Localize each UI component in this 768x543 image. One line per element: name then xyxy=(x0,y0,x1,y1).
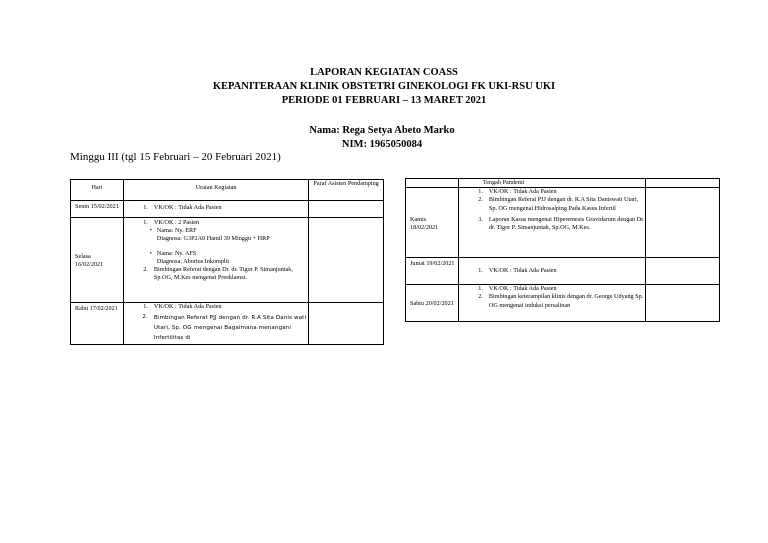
activity-cell xyxy=(458,285,645,322)
day-cell: Selasa 16/02/2021 xyxy=(71,218,124,303)
day-cell: Senin 15/02/2021 xyxy=(71,201,124,218)
activity-cell xyxy=(123,303,308,345)
item-number: 1. xyxy=(143,204,148,211)
sign-cell xyxy=(309,218,384,303)
sign-cell xyxy=(646,285,720,322)
report-period: PERIODE 01 FEBRUARI – 13 MARET 2021 xyxy=(281,95,487,106)
day-cell xyxy=(406,179,459,188)
activity-text: VK/OK : Tidak Ada Pasien xyxy=(488,267,557,275)
activity-text: Bimbingan Referat dengan Dr. dr. Tigor P. Simanjuntak, Sp.OG, M.Kes mengenai Preeklamsi. xyxy=(153,266,293,282)
activity-cell xyxy=(458,179,645,188)
activity-text: VK/OK : Tidak Ada Pasien xyxy=(153,204,222,211)
item-number: 3. xyxy=(478,215,483,223)
day-cell: Kamis 18/02/2021 xyxy=(406,188,459,258)
activity-cell xyxy=(458,188,645,258)
item-number: 2. xyxy=(478,196,483,204)
activity-text: Bimbingan Referat PJJ dengan dr. R.A Sita Daniswati Utari, Sp. OG mengenai Hidrosalping Pada Kasus Infertil xyxy=(488,196,639,212)
activity-cell xyxy=(458,258,645,285)
item-number: 1. xyxy=(143,219,148,226)
patient-diagnosis: Diagnosa: G3P2A0 Hamil 39 Minggu + HRP xyxy=(156,235,270,243)
student-name: Nama: Rega Setya Abeto Marko xyxy=(309,125,455,136)
item-number: 1. xyxy=(478,188,483,196)
report-subtitle: KEPANITERAAN KLINIK OBSTETRI GINEKOLOGI FK UKI-RSU UKI xyxy=(212,81,556,92)
activity-cell xyxy=(123,201,308,218)
column-header-activities: Uraian Kegiatan xyxy=(123,180,308,201)
sign-cell xyxy=(309,303,384,345)
table-row xyxy=(406,285,720,322)
patient-diagnosis: Diagnosa: Abortus Inkomplit xyxy=(156,257,230,265)
item-number: 1. xyxy=(478,267,483,275)
item-number: 1. xyxy=(143,303,148,310)
activity-table-right xyxy=(405,178,720,322)
sign-cell xyxy=(646,258,720,285)
bullet: • xyxy=(149,249,152,257)
day-cell: Jumat 19/02/2021 xyxy=(406,258,459,285)
week-label: Minggu III (tgl 15 Februari – 20 Februari 2021) xyxy=(70,151,281,163)
table-row xyxy=(406,258,720,285)
activity-text: VK/OK : 2 Pasien xyxy=(153,219,200,226)
column-header-sign: Paraf Asisten Pendamping xyxy=(309,180,384,201)
sign-cell xyxy=(646,188,720,258)
item-number: 1. xyxy=(478,285,483,293)
table-row xyxy=(406,188,720,258)
activity-cell xyxy=(123,218,308,303)
item-number: 2. xyxy=(143,266,148,274)
activity-text: VK/OK : Tidak Ada Pasien xyxy=(488,285,557,293)
sign-cell xyxy=(309,201,384,218)
item-number: 2. xyxy=(142,314,148,321)
bullet: • xyxy=(149,227,152,235)
activity-text: VK/OK : Tidak Ada Pasien xyxy=(153,303,222,310)
patient-name: Nama: Ny. ERF xyxy=(156,227,197,235)
table-row xyxy=(71,218,384,303)
table-row xyxy=(71,201,384,218)
table-row xyxy=(406,179,720,188)
activity-text: Bimbingan Referat PJJ dengan dr. R.A Sita Danis wati Utari, Sp. OG mengenai Bagaimana menangani Infertilitas di xyxy=(153,315,307,342)
day-cell: Sabtu 20/02/2021 xyxy=(406,285,459,322)
report-title: LAPORAN KEGIATAN COASS xyxy=(310,67,458,78)
activity-text: VK/OK : Tidak Ada Pasien xyxy=(488,188,557,196)
sign-cell xyxy=(646,179,720,188)
student-nim: NIM: 1965050084 xyxy=(341,139,423,150)
continued-text: Tengah Pandemi xyxy=(482,179,525,186)
day-cell: Rabu 17/02/2021 xyxy=(71,303,124,345)
column-header-day: Hari xyxy=(71,180,124,201)
table-row xyxy=(71,303,384,345)
activity-text: Laporan Kasus mengenai Hiperemesis Gravidarum dengan Dr. dr. Tigor P. Simanjuntak, Sp.OG, M.Kes. xyxy=(488,215,645,232)
item-number: 2. xyxy=(478,293,483,301)
patient-name: Nama: Ny. AFS xyxy=(156,249,197,257)
activity-table-left xyxy=(70,179,384,345)
activity-text: Bimbingan keterampilan klinis dengan dr. George Udyang Sp. OG mengenai induksi persalinan xyxy=(488,293,644,309)
